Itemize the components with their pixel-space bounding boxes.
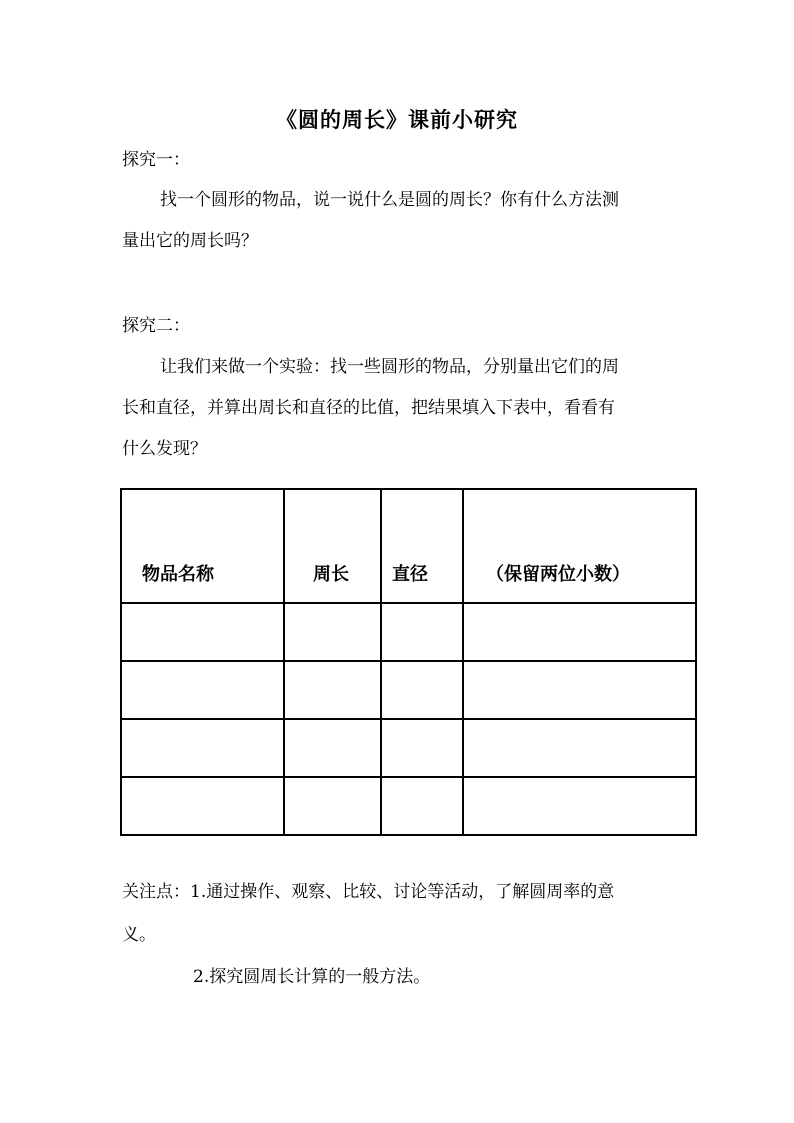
section1-line2: 量出它的周长吗？ bbox=[122, 231, 258, 251]
table-cell[interactable] bbox=[381, 603, 463, 661]
section1-line1: 找一个圆形的物品，说一说什么是圆的周长？你有什么方法测 bbox=[160, 190, 619, 210]
table-cell[interactable] bbox=[463, 719, 696, 777]
table-row bbox=[121, 719, 696, 777]
table-cell[interactable] bbox=[121, 777, 284, 835]
table-cell[interactable] bbox=[121, 719, 284, 777]
table-cell[interactable] bbox=[463, 661, 696, 719]
header-cell-item-name bbox=[121, 489, 284, 603]
section1-heading: 探究一： bbox=[122, 150, 190, 170]
table-row bbox=[121, 603, 696, 661]
header-cell-diameter bbox=[381, 489, 463, 603]
page-title: 《圆的周长》课前小研究 bbox=[276, 107, 518, 132]
table-cell[interactable] bbox=[284, 719, 381, 777]
table-cell[interactable] bbox=[121, 603, 284, 661]
table-row bbox=[121, 777, 696, 835]
focus-line2: 义。 bbox=[122, 925, 156, 945]
table-cell[interactable] bbox=[284, 777, 381, 835]
table-row bbox=[121, 661, 696, 719]
table-cell[interactable] bbox=[381, 719, 463, 777]
header-circumference: 周长 bbox=[313, 564, 349, 585]
table-cell[interactable] bbox=[463, 777, 696, 835]
focus-line3: 2.探究圆周长计算的一般方法。 bbox=[193, 967, 431, 987]
table-cell[interactable] bbox=[381, 777, 463, 835]
table-cell[interactable] bbox=[381, 661, 463, 719]
table-cell[interactable] bbox=[284, 603, 381, 661]
table-cell[interactable] bbox=[463, 603, 696, 661]
results-table bbox=[120, 488, 697, 836]
header-diameter: 直径 bbox=[392, 564, 428, 585]
table-header-row bbox=[121, 489, 696, 603]
table-cell[interactable] bbox=[121, 661, 284, 719]
section2-line2: 长和直径，并算出周长和直径的比值，把结果填入下表中，看看有 bbox=[122, 398, 615, 418]
section2-line3: 什么发现？ bbox=[122, 439, 207, 459]
header-cell-circumference bbox=[284, 489, 381, 603]
header-cell-ratio bbox=[463, 489, 696, 603]
section2-heading: 探究二： bbox=[122, 316, 190, 336]
focus-line1: 关注点：1.通过操作、观察、比较、讨论等活动，了解圆周率的意 bbox=[122, 882, 615, 902]
table-cell[interactable] bbox=[284, 661, 381, 719]
header-item-name: 物品名称 bbox=[142, 564, 214, 585]
header-ratio-note: （保留两位小数） bbox=[486, 564, 630, 585]
section2-line1: 让我们来做一个实验：找一些圆形的物品，分别量出它们的周 bbox=[160, 357, 619, 377]
